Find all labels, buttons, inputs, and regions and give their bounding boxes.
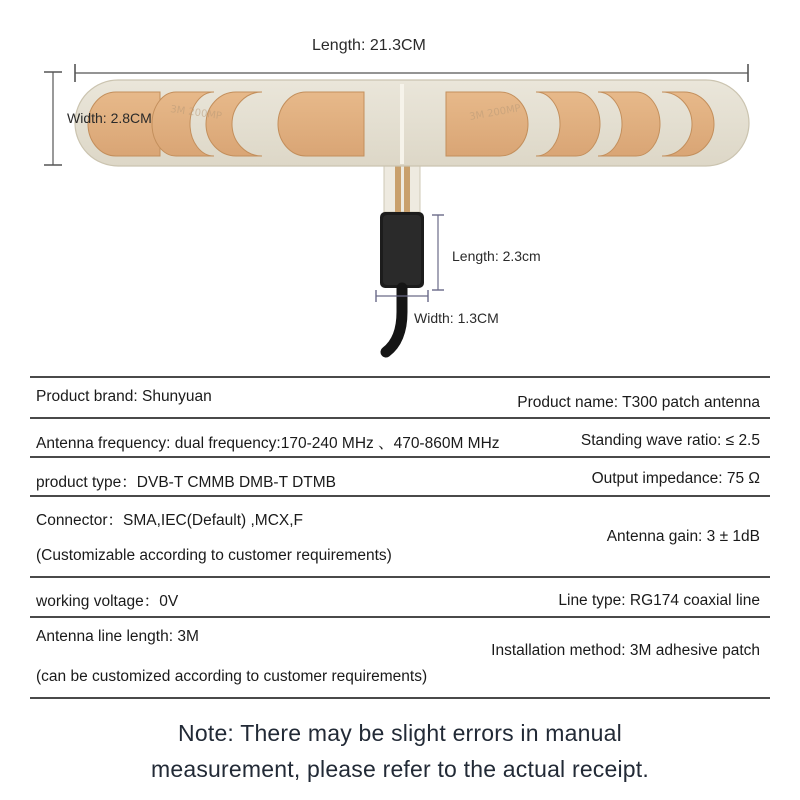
spec-brand: Product brand: Shunyuan (36, 388, 212, 405)
spec-product-type: product type：DVB-T CMMB DMB-T DTMB (36, 474, 337, 491)
spec-connector: Connector：SMA,IEC(Default) ,MCX,F (36, 512, 304, 529)
spec-frequency: Antenna frequency: dual frequency:170-240 MHz 、470-860M MHz (36, 435, 500, 452)
spec-row-frequency (30, 419, 770, 458)
spec-row-type (30, 458, 770, 497)
note-line-1: Note: There may be slight errors in manual (178, 720, 622, 746)
connector-length-dimension (432, 215, 444, 290)
width-dimension-line (44, 72, 62, 165)
coax-cable (386, 288, 402, 352)
length-dimension-line (75, 64, 748, 82)
note-line-2: measurement, please refer to the actual receipt. (151, 756, 649, 782)
length-label: Length: 21.3CM (312, 37, 426, 54)
connector-width-label: Width: 1.3CM (414, 310, 499, 326)
antenna-board (75, 80, 749, 166)
spec-row-connector (30, 497, 770, 578)
spec-line-length-note: (can be customized according to customer requirements) (36, 668, 428, 685)
spec-row-voltage (30, 578, 770, 618)
sticker-text-right: 3M 200MP (468, 103, 522, 123)
spec-line-type: Line type: RG174 coaxial line (558, 592, 760, 609)
spec-impedance: Output impedance: 75 Ω (591, 470, 760, 487)
spec-installation: Installation method: 3M adhesive patch (491, 642, 760, 659)
spec-product-name: Product name: T300 patch antenna (517, 394, 760, 411)
spec-row-brand (30, 378, 770, 419)
spec-line-length: Antenna line length: 3M (36, 628, 199, 645)
width-label: Width: 2.8CM (67, 110, 152, 126)
connector-block (380, 212, 424, 288)
spec-table (30, 376, 770, 699)
antenna-diagram (0, 0, 800, 360)
spec-gain: Antenna gain: 3 ± 1dB (606, 528, 760, 545)
feed-cable (384, 160, 420, 212)
spec-row-line-length (30, 618, 770, 699)
sticker-text-left: 3M 200MP (169, 104, 223, 123)
spec-connector-note: (Customizable according to customer requirements) (36, 547, 392, 564)
spec-swr: Standing wave ratio: ≤ 2.5 (580, 432, 760, 449)
spec-voltage: working voltage：0V (36, 593, 179, 610)
connector-length-label: Length: 2.3cm (452, 248, 541, 264)
